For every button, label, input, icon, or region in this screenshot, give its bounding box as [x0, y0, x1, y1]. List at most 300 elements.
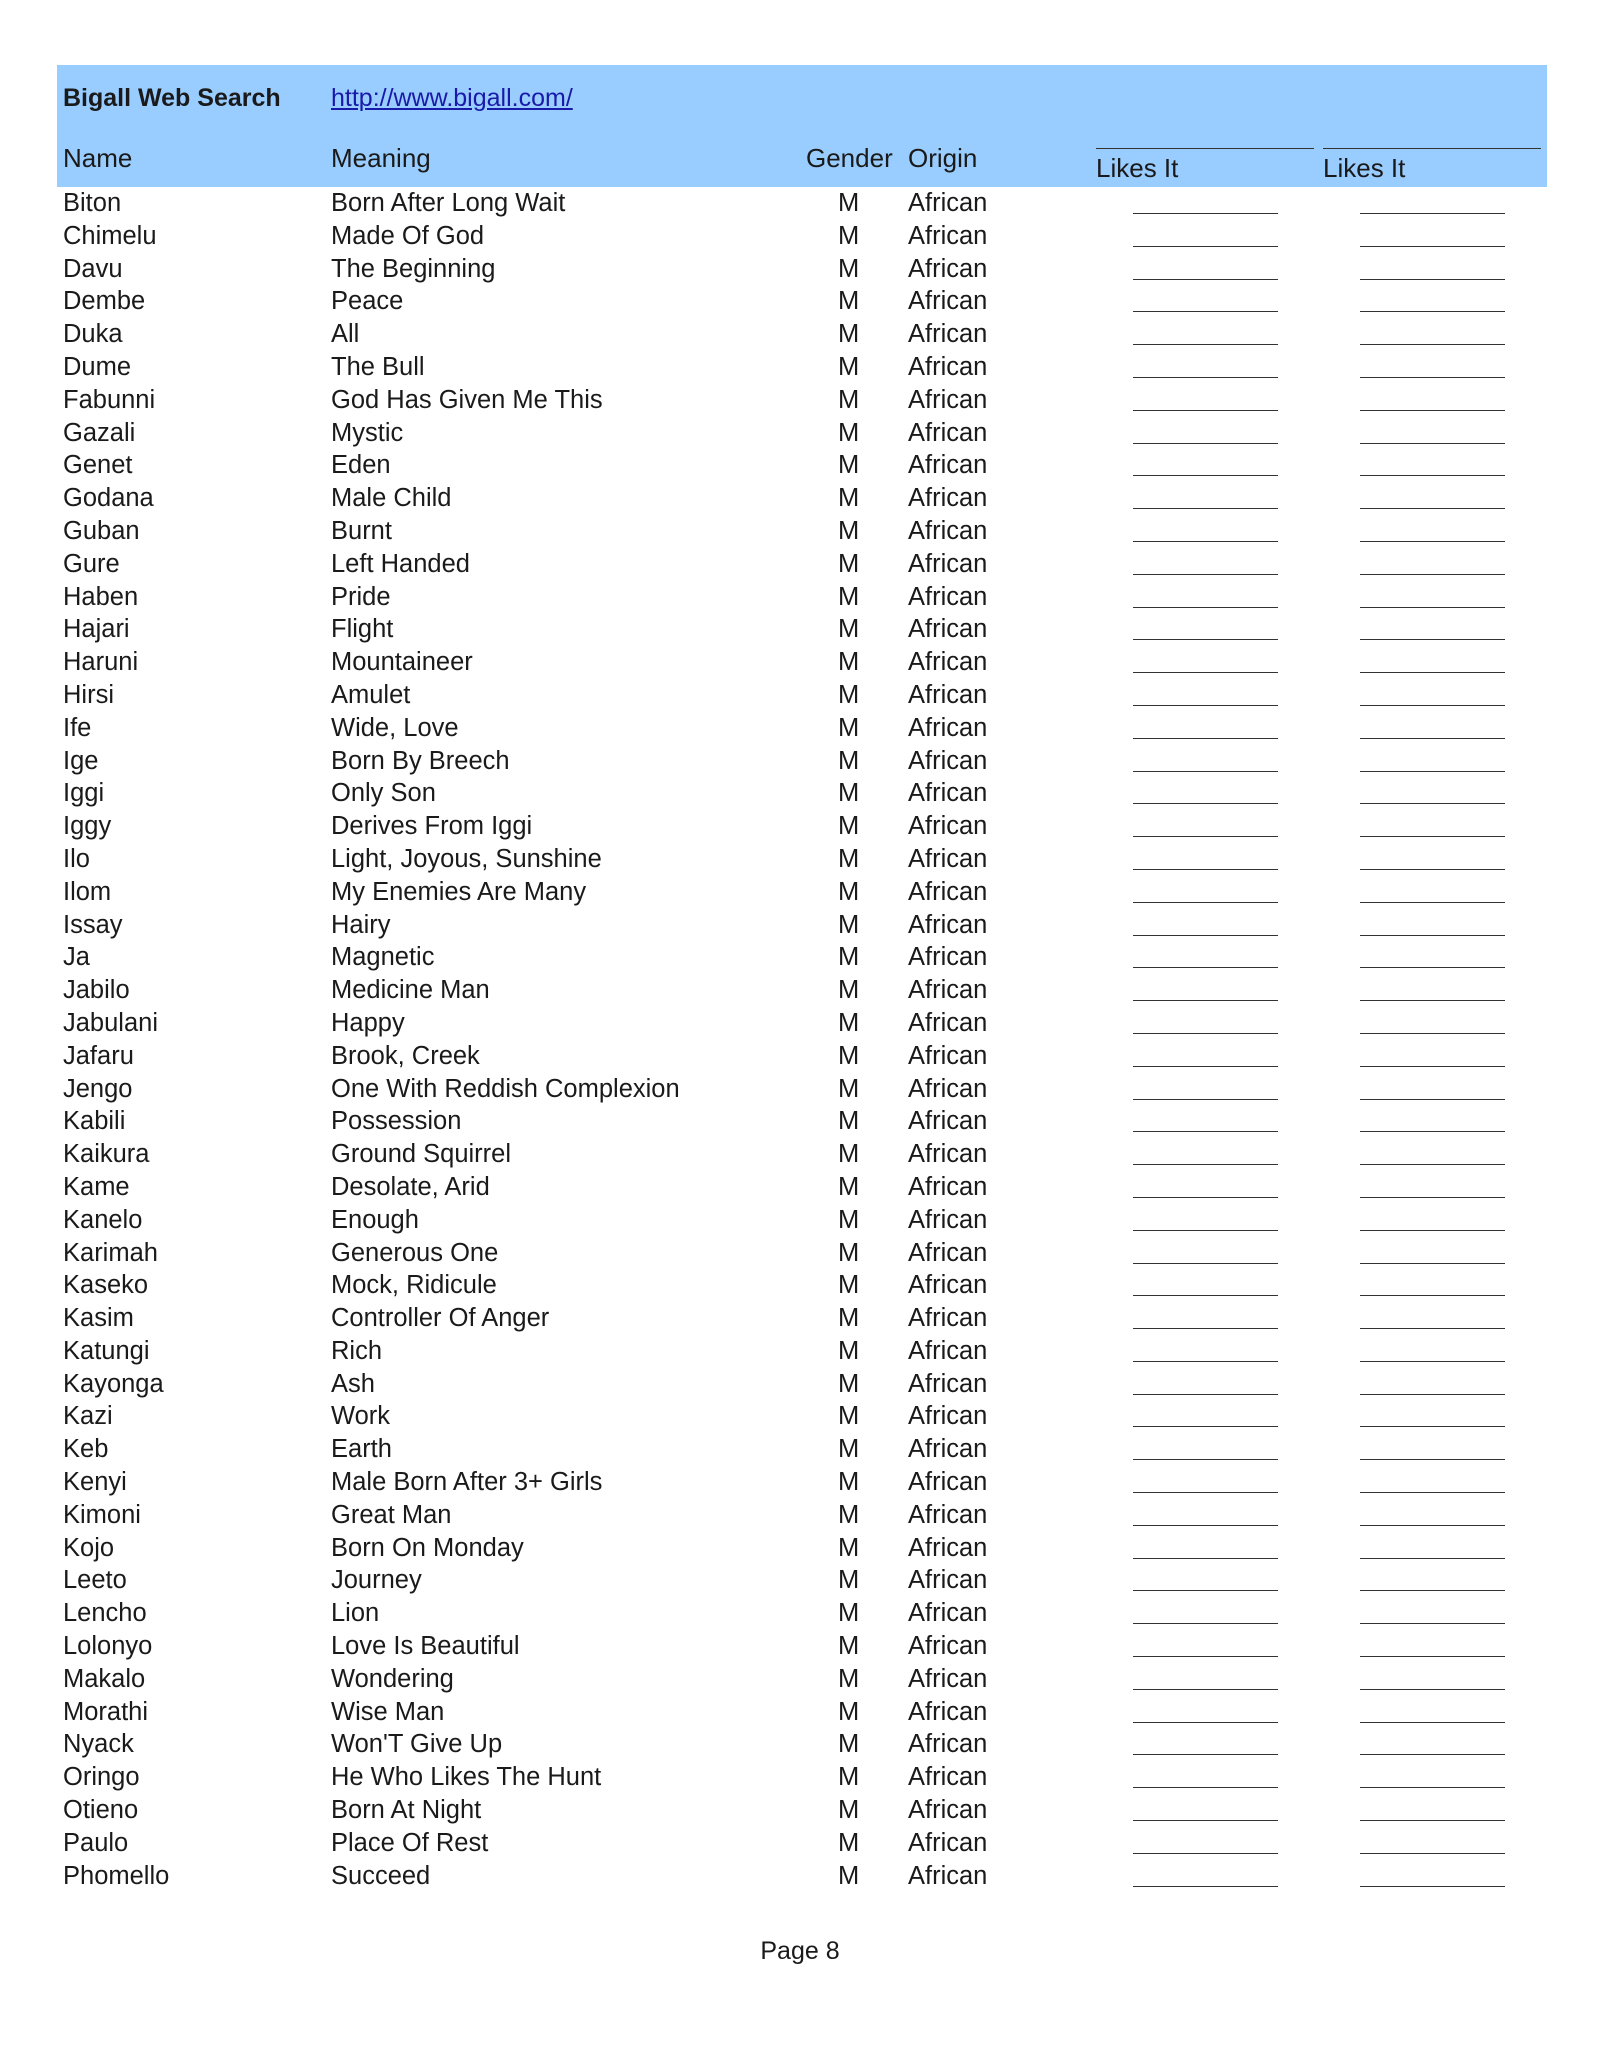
page-number: Page 8 [760, 1937, 840, 1965]
meaning-cell: Only Son [331, 779, 436, 808]
origin-cell: African [908, 1304, 988, 1333]
likes-it-blank-1 [1133, 1426, 1278, 1427]
likes-it-blank-1 [1133, 639, 1278, 640]
name-cell: Jafaru [63, 1041, 134, 1070]
origin-cell: African [908, 1271, 988, 1300]
likes-it-blank-2 [1360, 1623, 1505, 1624]
origin-cell: African [908, 680, 988, 709]
origin-cell: African [908, 1632, 988, 1661]
gender-cell: M [838, 254, 860, 283]
likes-it-blank-1 [1133, 1033, 1278, 1034]
gender-cell: M [838, 943, 860, 972]
likes-it-blank-1 [1133, 1558, 1278, 1559]
likes-it-blank-1 [1133, 902, 1278, 903]
table-row [0, 1138, 1600, 1171]
origin-cell: African [908, 976, 988, 1005]
likes-it-blank-2 [1360, 213, 1505, 214]
name-cell: Jabulani [63, 1008, 158, 1037]
gender-cell: M [838, 1664, 860, 1693]
gender-cell: M [838, 1041, 860, 1070]
meaning-cell: Controller Of Anger [331, 1304, 550, 1333]
likes-it-blank-2 [1360, 1722, 1505, 1723]
likes-it-blank-1 [1133, 410, 1278, 411]
meaning-cell: Succeed [331, 1861, 431, 1890]
table-row [0, 810, 1600, 843]
name-cell: Guban [63, 516, 140, 545]
site-url-link[interactable]: http://www.bigall.com/ [331, 84, 573, 112]
origin-cell: African [908, 746, 988, 775]
table-row [0, 1204, 1600, 1237]
origin-cell: African [908, 1008, 988, 1037]
meaning-cell: Mountaineer [331, 648, 473, 677]
name-cell: Ilom [63, 877, 112, 906]
name-cell: Fabunni [63, 385, 156, 414]
table-row [0, 1630, 1600, 1663]
meaning-cell: The Beginning [331, 254, 496, 283]
name-cell: Chimelu [63, 221, 157, 250]
origin-cell: African [908, 320, 988, 349]
origin-cell: African [908, 1697, 988, 1726]
name-cell: Haruni [63, 648, 139, 677]
likes-it-blank-1 [1133, 1787, 1278, 1788]
meaning-cell: Happy [331, 1008, 405, 1037]
name-cell: Phomello [63, 1861, 170, 1890]
name-cell: Kimoni [63, 1500, 141, 1529]
gender-cell: M [838, 1468, 860, 1497]
gender-cell: M [838, 1140, 860, 1169]
origin-cell: African [908, 1369, 988, 1398]
origin-cell: African [908, 1140, 988, 1169]
gender-cell: M [838, 451, 860, 480]
table-row [0, 1499, 1600, 1532]
table-row [0, 745, 1600, 778]
table-row [0, 1171, 1600, 1204]
likes-it-blank-2 [1360, 574, 1505, 575]
origin-cell: African [908, 189, 988, 217]
meaning-cell: Rich [331, 1336, 383, 1365]
table-row [0, 1105, 1600, 1138]
likes-it-blank-2 [1360, 1131, 1505, 1132]
origin-cell: African [908, 1861, 988, 1890]
name-cell: Kenyi [63, 1468, 127, 1497]
name-cell: Ige [63, 746, 99, 775]
table-row [0, 646, 1600, 679]
likes-it-blank-2 [1360, 1656, 1505, 1657]
name-cell: Kazi [63, 1402, 113, 1431]
likes-it-blank-2 [1360, 1590, 1505, 1591]
likes-it-blank-2 [1360, 672, 1505, 673]
gender-cell: M [838, 1336, 860, 1365]
meaning-cell: Left Handed [331, 549, 470, 578]
name-cell: Kaseko [63, 1271, 149, 1300]
name-cell: Kanelo [63, 1205, 143, 1234]
gender-cell: M [838, 1107, 860, 1136]
name-cell: Makalo [63, 1664, 146, 1693]
origin-cell: African [908, 1533, 988, 1562]
likes-it-blank-1 [1133, 771, 1278, 772]
gender-cell: M [838, 877, 860, 906]
likes-it-blank-2 [1360, 1295, 1505, 1296]
name-cell: Kojo [63, 1533, 115, 1562]
likes-it-blank-2 [1360, 1066, 1505, 1067]
meaning-cell: Born At Night [331, 1796, 482, 1825]
origin-cell: African [908, 943, 988, 972]
name-cell: Paulo [63, 1828, 129, 1857]
origin-cell: African [908, 1107, 988, 1136]
meaning-cell: My Enemies Are Many [331, 877, 587, 906]
likes-it-blank-1 [1133, 1590, 1278, 1591]
origin-cell: African [908, 615, 988, 644]
gender-cell: M [838, 287, 860, 316]
origin-cell: African [908, 1205, 988, 1234]
gender-cell: M [838, 418, 860, 447]
name-cell: Dume [63, 352, 132, 381]
likes-it-blank-1 [1133, 1263, 1278, 1264]
meaning-cell: Desolate, Arid [331, 1172, 490, 1201]
likes-header-line [1323, 148, 1541, 149]
meaning-cell: Possession [331, 1107, 462, 1136]
gender-cell: M [838, 844, 860, 873]
table-row [0, 1761, 1600, 1794]
origin-cell: African [908, 385, 988, 414]
likes-it-blank-1 [1133, 1886, 1278, 1887]
meaning-cell: Love Is Beautiful [331, 1632, 520, 1661]
table-row [0, 220, 1600, 253]
meaning-cell: Mystic [331, 418, 404, 447]
name-cell: Godana [63, 484, 154, 513]
origin-cell: African [908, 451, 988, 480]
table-row [0, 974, 1600, 1007]
origin-cell: African [908, 1074, 988, 1103]
name-cell: Kame [63, 1172, 130, 1201]
likes-it-blank-2 [1360, 279, 1505, 280]
likes-it-blank-1 [1133, 1164, 1278, 1165]
gender-cell: M [838, 1796, 860, 1825]
origin-cell: African [908, 910, 988, 939]
origin-cell: African [908, 287, 988, 316]
gender-cell: M [838, 1074, 860, 1103]
origin-cell: African [908, 221, 988, 250]
name-cell: Ja [63, 943, 90, 972]
meaning-cell: Made Of God [331, 221, 485, 250]
gender-cell: M [838, 1533, 860, 1562]
table-row [0, 384, 1600, 417]
likes-it-blank-1 [1133, 574, 1278, 575]
likes-it-blank-1 [1133, 1820, 1278, 1821]
meaning-cell: Earth [331, 1435, 392, 1464]
origin-cell: African [908, 1664, 988, 1693]
likes-it-blank-1 [1133, 1099, 1278, 1100]
name-cell: Davu [63, 254, 123, 283]
names-table [0, 187, 1600, 1892]
origin-cell: African [908, 1730, 988, 1759]
likes-it-blank-2 [1360, 1787, 1505, 1788]
table-row [0, 941, 1600, 974]
gender-cell: M [838, 221, 860, 250]
likes-it-blank-1 [1133, 344, 1278, 345]
likes-it-blank-2 [1360, 1820, 1505, 1821]
gender-cell: M [838, 1730, 860, 1759]
meaning-cell: Light, Joyous, Sunshine [331, 844, 602, 873]
likes-it-blank-2 [1360, 935, 1505, 936]
origin-cell: African [908, 418, 988, 447]
name-cell: Otieno [63, 1796, 139, 1825]
origin-cell: African [908, 516, 988, 545]
meaning-cell: Born By Breech [331, 746, 510, 775]
name-cell: Kasim [63, 1304, 134, 1333]
likes-it-blank-1 [1133, 1492, 1278, 1493]
site-name: Bigall Web Search [63, 84, 281, 112]
gender-cell: M [838, 1566, 860, 1595]
gender-cell: M [838, 1697, 860, 1726]
likes-it-blank-2 [1360, 475, 1505, 476]
likes-it-blank-1 [1133, 1459, 1278, 1460]
table-row [0, 1532, 1600, 1565]
name-cell: Duka [63, 320, 123, 349]
name-cell: Jabilo [63, 976, 130, 1005]
likes-it-blank-2 [1360, 1033, 1505, 1034]
table-row [0, 1073, 1600, 1106]
table-row [0, 581, 1600, 614]
gender-cell: M [838, 1763, 860, 1792]
likes-it-blank-2 [1360, 803, 1505, 804]
meaning-cell: Wondering [331, 1664, 454, 1693]
table-row [0, 1433, 1600, 1466]
meaning-cell: He Who Likes The Hunt [331, 1763, 602, 1792]
gender-cell: M [838, 1205, 860, 1234]
table-row [0, 417, 1600, 450]
name-cell: Kabili [63, 1107, 126, 1136]
meaning-cell: Generous One [331, 1238, 499, 1267]
likes-it-blank-2 [1360, 1263, 1505, 1264]
origin-cell: African [908, 844, 988, 873]
likes-it-blank-1 [1133, 1361, 1278, 1362]
likes-it-blank-2 [1360, 1459, 1505, 1460]
table-row [0, 1007, 1600, 1040]
meaning-cell: Amulet [331, 680, 411, 709]
table-row [0, 187, 1600, 220]
meaning-cell: Born On Monday [331, 1533, 524, 1562]
origin-cell: African [908, 582, 988, 611]
gender-cell: M [838, 1828, 860, 1857]
gender-cell: M [838, 320, 860, 349]
name-cell: Leeto [63, 1566, 127, 1595]
gender-cell: M [838, 779, 860, 808]
table-row [0, 1237, 1600, 1270]
table-row [0, 909, 1600, 942]
likes-it-blank-1 [1133, 1623, 1278, 1624]
gender-cell: M [838, 1435, 860, 1464]
origin-cell: African [908, 352, 988, 381]
name-cell: Kaikura [63, 1140, 150, 1169]
meaning-cell: Wise Man [331, 1697, 445, 1726]
meaning-cell: Wide, Love [331, 713, 459, 742]
table-row [0, 1400, 1600, 1433]
origin-cell: African [908, 1402, 988, 1431]
likes-it-blank-1 [1133, 803, 1278, 804]
likes-it-blank-2 [1360, 1361, 1505, 1362]
likes-it-blank-2 [1360, 1558, 1505, 1559]
likes-it-blank-2 [1360, 1394, 1505, 1395]
likes-it-blank-1 [1133, 1689, 1278, 1690]
likes-it-blank-1 [1133, 246, 1278, 247]
likes-it-blank-2 [1360, 967, 1505, 968]
gender-cell: M [838, 1402, 860, 1431]
likes-it-blank-1 [1133, 1295, 1278, 1296]
likes-it-blank-2 [1360, 443, 1505, 444]
gender-cell: M [838, 746, 860, 775]
meaning-cell: Great Man [331, 1500, 452, 1529]
gender-cell: M [838, 1861, 860, 1890]
table-row [0, 253, 1600, 286]
origin-cell: African [908, 1566, 988, 1595]
likes-it-blank-2 [1360, 1197, 1505, 1198]
meaning-cell: Place Of Rest [331, 1828, 489, 1857]
origin-cell: African [908, 1796, 988, 1825]
meaning-cell: Pride [331, 582, 391, 611]
meaning-cell: Work [331, 1402, 391, 1431]
meaning-cell: Enough [331, 1205, 419, 1234]
gender-cell: M [838, 713, 860, 742]
name-cell: Katungi [63, 1336, 150, 1365]
likes-it-blank-1 [1133, 541, 1278, 542]
meaning-cell: Ash [331, 1369, 375, 1398]
name-cell: Biton [63, 189, 122, 217]
likes-it-blank-1 [1133, 1394, 1278, 1395]
gender-cell: M [838, 648, 860, 677]
likes-it-blank-1 [1133, 213, 1278, 214]
likes-it-blank-2 [1360, 508, 1505, 509]
likes-it-blank-2 [1360, 1689, 1505, 1690]
gender-cell: M [838, 1369, 860, 1398]
likes-it-blank-1 [1133, 1656, 1278, 1657]
table-row [0, 1368, 1600, 1401]
column-header-likes-1: Likes It [1096, 153, 1179, 183]
origin-cell: African [908, 484, 988, 513]
likes-it-blank-1 [1133, 1131, 1278, 1132]
meaning-cell: Peace [331, 287, 404, 316]
gender-cell: M [838, 189, 860, 217]
name-cell: Lencho [63, 1599, 147, 1628]
name-cell: Gazali [63, 418, 136, 447]
table-row [0, 1302, 1600, 1335]
gender-cell: M [838, 680, 860, 709]
origin-cell: African [908, 1763, 988, 1792]
table-row [0, 351, 1600, 384]
gender-cell: M [838, 1500, 860, 1529]
gender-cell: M [838, 484, 860, 513]
origin-cell: African [908, 648, 988, 677]
table-row [0, 843, 1600, 876]
name-cell: Dembe [63, 287, 146, 316]
gender-cell: M [838, 615, 860, 644]
likes-it-blank-1 [1133, 836, 1278, 837]
name-cell: Haben [63, 582, 139, 611]
table-row [0, 318, 1600, 351]
meaning-cell: Born After Long Wait [331, 189, 566, 217]
likes-it-blank-1 [1133, 672, 1278, 673]
likes-it-blank-2 [1360, 1426, 1505, 1427]
table-row [0, 712, 1600, 745]
meaning-cell: All [331, 320, 360, 349]
likes-it-blank-1 [1133, 508, 1278, 509]
origin-cell: African [908, 1238, 988, 1267]
likes-it-blank-2 [1360, 1853, 1505, 1854]
gender-cell: M [838, 582, 860, 611]
likes-header-line [1096, 148, 1314, 149]
column-header-meaning: Meaning [331, 143, 431, 173]
likes-it-blank-2 [1360, 836, 1505, 837]
table-row [0, 1728, 1600, 1761]
gender-cell: M [838, 549, 860, 578]
likes-it-blank-1 [1133, 1230, 1278, 1231]
likes-it-blank-2 [1360, 607, 1505, 608]
table-row [0, 1335, 1600, 1368]
table-row [0, 613, 1600, 646]
likes-it-blank-1 [1133, 967, 1278, 968]
likes-it-blank-2 [1360, 639, 1505, 640]
table-row [0, 1564, 1600, 1597]
likes-it-blank-1 [1133, 311, 1278, 312]
gender-cell: M [838, 812, 860, 841]
table-row [0, 548, 1600, 581]
name-cell: Jengo [63, 1074, 133, 1103]
gender-cell: M [838, 1238, 860, 1267]
column-header-gender: Gender [806, 143, 893, 173]
likes-it-blank-1 [1133, 869, 1278, 870]
meaning-cell: Lion [331, 1599, 380, 1628]
gender-cell: M [838, 1304, 860, 1333]
table-row [0, 1597, 1600, 1630]
meaning-cell: Derives From Iggi [331, 812, 533, 841]
origin-cell: African [908, 254, 988, 283]
gender-cell: M [838, 1172, 860, 1201]
name-cell: Iggy [63, 812, 112, 841]
likes-it-blank-2 [1360, 246, 1505, 247]
likes-it-blank-2 [1360, 311, 1505, 312]
likes-it-blank-2 [1360, 902, 1505, 903]
likes-it-blank-1 [1133, 475, 1278, 476]
origin-cell: African [908, 1500, 988, 1529]
likes-it-blank-1 [1133, 705, 1278, 706]
gender-cell: M [838, 1632, 860, 1661]
gender-cell: M [838, 516, 860, 545]
name-cell: Iggi [63, 779, 105, 808]
meaning-cell: Won'T Give Up [331, 1730, 503, 1759]
likes-it-blank-1 [1133, 607, 1278, 608]
table-row [0, 1794, 1600, 1827]
likes-it-blank-2 [1360, 1000, 1505, 1001]
name-cell: Lolonyo [63, 1632, 153, 1661]
table-row [0, 777, 1600, 810]
likes-it-blank-1 [1133, 738, 1278, 739]
meaning-cell: Burnt [331, 516, 392, 545]
meaning-cell: Ground Squirrel [331, 1140, 512, 1169]
likes-it-blank-2 [1360, 705, 1505, 706]
likes-it-blank-2 [1360, 1328, 1505, 1329]
name-cell: Hajari [63, 615, 130, 644]
origin-cell: African [908, 1435, 988, 1464]
likes-it-blank-1 [1133, 1722, 1278, 1723]
meaning-cell: Mock, Ridicule [331, 1271, 497, 1300]
name-cell: Nyack [63, 1730, 134, 1759]
likes-it-blank-2 [1360, 1886, 1505, 1887]
origin-cell: African [908, 1468, 988, 1497]
table-row [0, 515, 1600, 548]
name-cell: Oringo [63, 1763, 140, 1792]
meaning-cell: Hairy [331, 910, 391, 939]
name-cell: Morathi [63, 1697, 149, 1726]
